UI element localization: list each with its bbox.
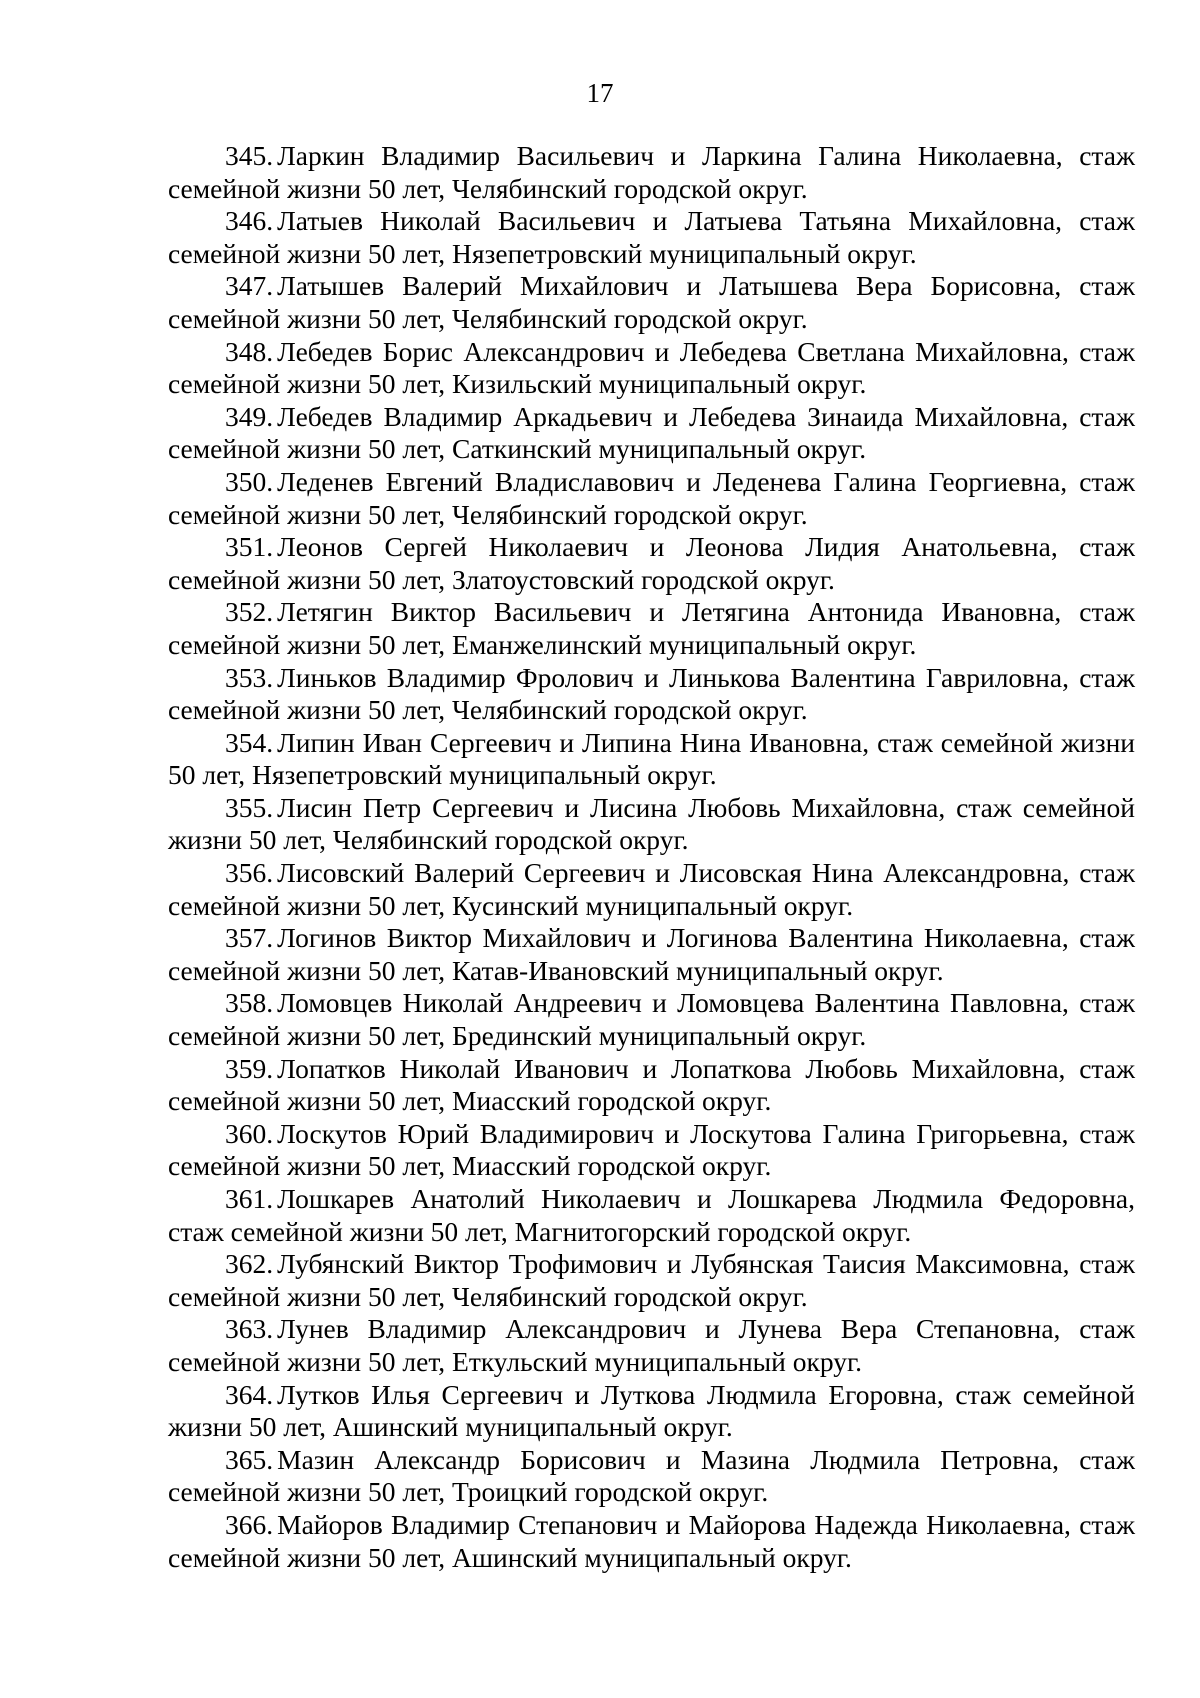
entry-number: 354. xyxy=(225,726,274,758)
page-number: 17 xyxy=(586,78,614,108)
entry-text: Лубянский Виктор Трофимович и Лубянская Таисия Максимовна, стаж семейной жизни 50 лет, Челябинский городской округ. xyxy=(168,1248,1135,1312)
list-item xyxy=(168,336,1135,401)
entry-number: 353. xyxy=(225,661,274,693)
list-item xyxy=(168,1444,1135,1509)
list-item xyxy=(168,727,1135,792)
entry-number: 350. xyxy=(225,465,274,497)
list-item xyxy=(168,205,1135,270)
entry-number: 358. xyxy=(225,987,274,1019)
entry-text: Липин Иван Сергеевич и Липина Нина Ивановна, стаж семейной жизни 50 лет, Нязепетровский муниципальный округ. xyxy=(168,726,1135,791)
list-item xyxy=(168,1313,1135,1378)
entry-text: Летягин Виктор Васильевич и Летягина Антонида Ивановна, стаж семейной жизни 50 лет, Еманжелинский муниципальный округ. xyxy=(168,596,1135,660)
entry-number: 360. xyxy=(225,1117,274,1149)
entry-text: Линьков Владимир Фролович и Линькова Валентина Гавриловна, стаж семейной жизни 50 лет, Челябинский городской округ. xyxy=(168,661,1135,726)
list-item xyxy=(168,1053,1135,1118)
entry-number: 357. xyxy=(225,922,274,954)
list-item xyxy=(168,792,1135,857)
list-item xyxy=(168,596,1135,661)
entry-number: 361. xyxy=(225,1183,274,1214)
list-item xyxy=(168,1509,1135,1574)
entry-number: 345. xyxy=(225,140,274,171)
entry-text: Лисин Петр Сергеевич и Лисина Любовь Михайловна, стаж семейной жизни 50 лет, Челябинский городской округ. xyxy=(168,791,1135,856)
entry-number: 347. xyxy=(225,270,274,302)
entry-text: Лутков Илья Сергеевич и Луткова Людмила Егоровна, стаж семейной жизни 50 лет, Ашинский муниципальный округ. xyxy=(168,1378,1135,1443)
entry-text: Лисовский Валерий Сергеевич и Лисовская Нина Александровна, стаж семейной жизни 50 лет, Кусинский муниципальный округ. xyxy=(168,857,1135,921)
entry-text: Лоскутов Юрий Владимирович и Лоскутова Галина Григорьевна, стаж семейной жизни 50 лет, Миасский городской округ. xyxy=(168,1117,1135,1182)
entry-text: Лебедев Владимир Аркадьевич и Лебедева Зинаида Михайловна, стаж семейной жизни 50 лет, Саткинский муниципальный округ. xyxy=(168,400,1135,465)
entry-text: Латыев Николай Васильевич и Латыева Татьяна Михайловна, стаж семейной жизни 50 лет, Нязепетровский муниципальный округ. xyxy=(168,205,1135,269)
entry-list xyxy=(168,140,1135,1574)
entry-number: 365. xyxy=(225,1443,274,1475)
entry-text: Леденев Евгений Владиславович и Леденева Галина Георгиевна, стаж семейной жизни 50 лет, Челябинский городской округ. xyxy=(168,465,1135,530)
list-item xyxy=(168,531,1135,596)
entry-text: Лебедев Борис Александрович и Лебедева Светлана Михайловна, стаж семейной жизни 50 лет, Кизильский муниципальный округ. xyxy=(168,335,1135,400)
entry-number: 356. xyxy=(225,857,274,889)
entry-number: 346. xyxy=(225,205,274,237)
entry-text: Ломовцев Николай Андреевич и Ломовцева Валентина Павловна, стаж семейной жизни 50 лет, Брединский муниципальный округ. xyxy=(168,987,1135,1052)
entry-text: Латышев Валерий Михайлович и Латышева Вера Борисовна, стаж семейной жизни 50 лет, Челябинский городской округ. xyxy=(168,270,1135,334)
entry-number: 362. xyxy=(225,1248,274,1280)
entry-number: 352. xyxy=(225,596,274,628)
list-item xyxy=(168,270,1135,335)
list-item xyxy=(168,1248,1135,1313)
list-item xyxy=(168,466,1135,531)
entry-text: Мазин Александр Борисович и Мазина Людмила Петровна, стаж семейной жизни 50 лет, Троицкий городской округ. xyxy=(168,1443,1135,1508)
entry-number: 363. xyxy=(225,1313,274,1345)
list-item xyxy=(168,922,1135,987)
list-item xyxy=(168,140,1135,205)
entry-number: 364. xyxy=(225,1378,274,1410)
list-item xyxy=(168,1183,1135,1248)
list-item xyxy=(168,987,1135,1052)
entry-number: 359. xyxy=(225,1052,274,1084)
entry-number: 349. xyxy=(225,400,274,432)
entry-text: Леонов Сергей Николаевич и Леонова Лидия Анатольевна, стаж семейной жизни 50 лет, Златоустовский городской округ. xyxy=(168,531,1135,595)
entry-text: Лопатков Николай Иванович и Лопаткова Любовь Михайловна, стаж семейной жизни 50 лет, Миасский городской округ. xyxy=(168,1052,1135,1117)
list-item xyxy=(168,401,1135,466)
list-item xyxy=(168,1118,1135,1183)
entry-text: Лунев Владимир Александрович и Лунева Вера Степановна, стаж семейной жизни 50 лет, Еткульский муниципальный округ. xyxy=(168,1313,1135,1377)
entry-number: 351. xyxy=(225,531,274,563)
entry-number: 348. xyxy=(225,335,274,367)
list-item xyxy=(168,857,1135,922)
entry-number: 355. xyxy=(225,791,274,823)
entry-text: Ларкин Владимир Васильевич и Ларкина Галина Николаевна, стаж семейной жизни 50 лет, Челябинский городской округ. xyxy=(168,140,1135,204)
entry-number: 366. xyxy=(225,1508,274,1540)
entry-text: Лошкарев Анатолий Николаевич и Лошкарева Людмила Федоровна, стаж семейной жизни 50 лет, Магнитогорский городской округ. xyxy=(168,1183,1135,1247)
entry-text: Логинов Виктор Михайлович и Логинова Валентина Николаевна, стаж семейной жизни 50 лет, Катав-Ивановский муниципальный округ. xyxy=(168,922,1135,986)
list-item xyxy=(168,1379,1135,1444)
list-item xyxy=(168,662,1135,727)
entry-text: Майоров Владимир Степанович и Майорова Надежда Николаевна, стаж семейной жизни 50 лет, Ашинский муниципальный округ. xyxy=(168,1508,1135,1573)
